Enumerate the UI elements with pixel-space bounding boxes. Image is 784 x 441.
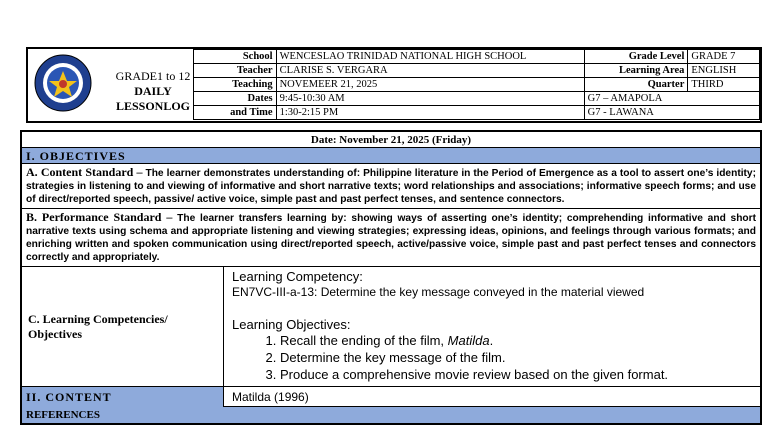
date-line: Date: November 21, 2025 (Friday) xyxy=(22,132,760,148)
time-slot-1: 9:45-10:30 AM xyxy=(276,92,584,106)
performance-standard-heading: B. Performance Standard – xyxy=(26,210,173,224)
content-heading: II. CONTENT xyxy=(22,387,224,407)
teacher-value: CLARISE S. VERGARA xyxy=(276,64,584,78)
dates-label: Dates xyxy=(194,92,277,106)
objective-item: 3. Produce a comprehensive movie review based on the given format. xyxy=(280,366,752,383)
content-standard xyxy=(22,164,760,209)
performance-standard-text: The learner transfers learning by: showing ways of asserting one’s identity; comprehending informative and short narrative texts using schema and appropriate listening and viewing strategies; expressing ideas, opinions, and feelings through various formats; and enriching written and spoken communication using direct/reported speech, active/passive voice, simple past and past perfect tenses and connectors correctly and appropriately. xyxy=(26,213,756,263)
deped-seal-icon xyxy=(33,53,93,113)
lesson-log-title xyxy=(98,69,208,114)
performance-standard xyxy=(22,209,760,267)
competency-text: EN7VC-III-a-13: Determine the key message conveyed in the material viewed xyxy=(232,285,645,299)
objectives-subheading: Learning Objectives: xyxy=(232,317,351,332)
lesson-log-body xyxy=(20,130,762,425)
competency-heading: Learning Competency: xyxy=(232,269,363,284)
film-title: Matilda xyxy=(447,333,490,348)
references-heading: REFERENCES xyxy=(22,407,760,423)
objective-item: 2. Determine the key message of the film. xyxy=(280,349,752,366)
lesson-log-header xyxy=(26,47,762,123)
content-row xyxy=(22,387,760,407)
content-value: Matilda (1996) xyxy=(232,390,309,404)
title-daily: DAILY xyxy=(134,84,172,98)
quarter-value: THIRD xyxy=(688,78,760,92)
learning-area-label: Learning Area xyxy=(584,64,688,78)
quarter-label: Quarter xyxy=(584,78,688,92)
header-info-table xyxy=(193,49,760,120)
content-standard-text: The learner demonstrates understanding of: Philippine literature in the Period of Emergence as a tool to assert one’s identity; strategies in listening to and viewing of informative and short narrative texts; word relationships and associations; informative speech forms; and use of direct/reported speech, passive/ active voice, simple past and past perfect tenses, and sentence connectors. xyxy=(26,168,756,205)
school-label: School xyxy=(194,50,277,64)
competencies-row xyxy=(22,267,760,387)
content-standard-heading: A. Content Standard – xyxy=(26,165,143,179)
learning-area-value: ENGLISH xyxy=(688,64,760,78)
grade-level-label: Grade Level xyxy=(584,50,688,64)
title-grade-range: GRADE1 to 12 xyxy=(115,69,191,83)
objectives-list xyxy=(232,332,752,383)
and-time-label: and Time xyxy=(194,106,277,120)
teaching-date-value: NOVEMEER 21, 2025 xyxy=(276,78,584,92)
objective-item: 1. Recall the ending of the film, Matilda. xyxy=(280,332,752,349)
section-1: G7 – AMAPOLA xyxy=(584,92,759,106)
competencies-label: C. Learning Competencies/ Objectives xyxy=(22,267,224,386)
objectives-heading: I. OBJECTIVES xyxy=(22,148,760,164)
competencies-content xyxy=(224,267,760,386)
time-slot-2: 1:30-2:15 PM xyxy=(276,106,584,120)
grade-level-value: GRADE 7 xyxy=(688,50,760,64)
title-lessonlog: LESSONLOG xyxy=(115,99,191,113)
school-value: WENCESLAO TRINIDAD NATIONAL HIGH SCHOOL xyxy=(276,50,584,64)
section-2: G7 - LAWANA xyxy=(584,106,759,120)
teaching-label: Teaching xyxy=(194,78,277,92)
teacher-label: Teacher xyxy=(194,64,277,78)
